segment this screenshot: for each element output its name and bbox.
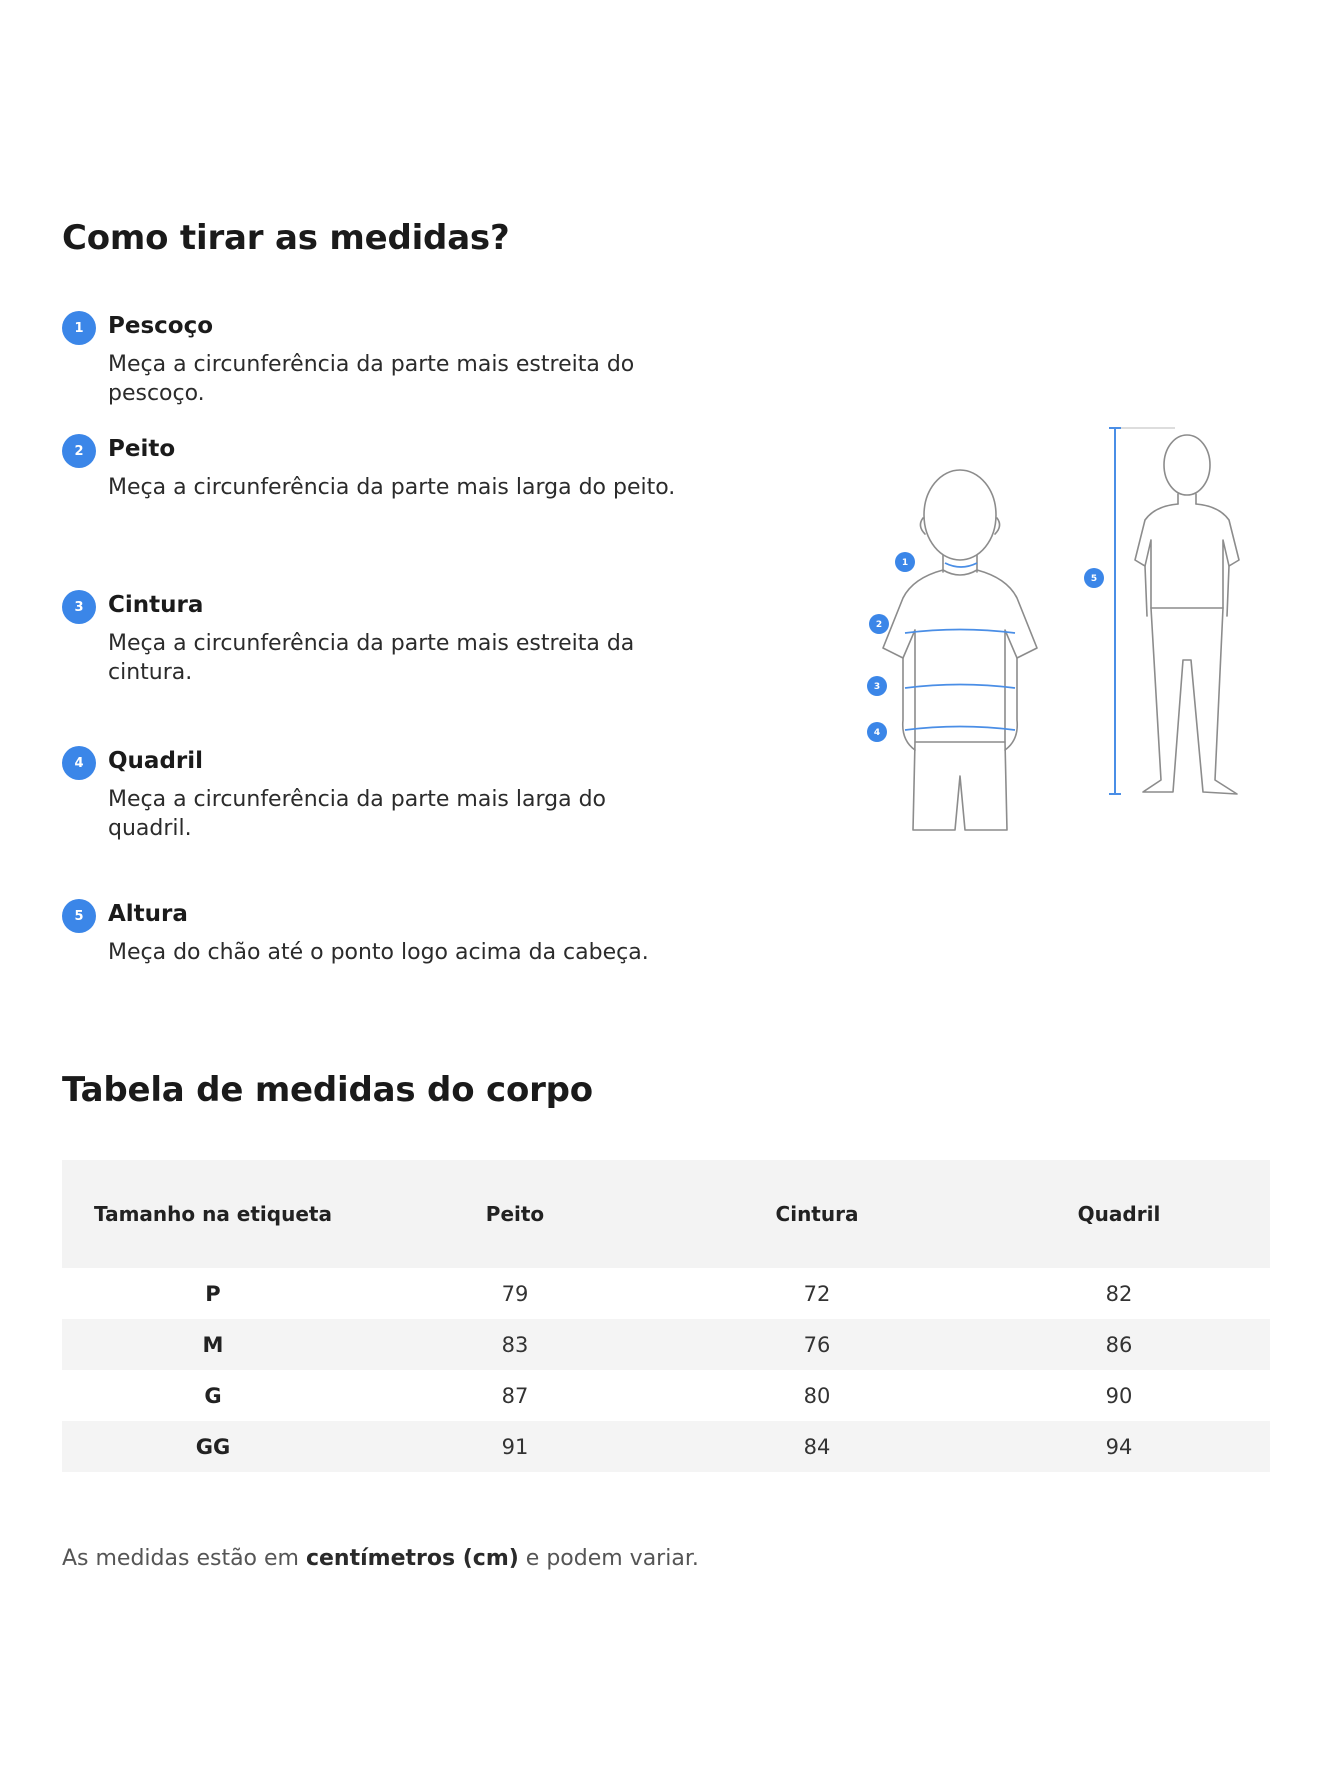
cell-size: G (204, 1383, 222, 1408)
side-legs-outline (1143, 608, 1237, 794)
hip-measure-line (905, 727, 1015, 731)
front-shirt-outline (883, 570, 1037, 742)
measurement-illustration (865, 420, 1275, 860)
header-hip: Quadril (1077, 1202, 1161, 1226)
size-table-header (62, 1160, 1270, 1268)
step-name: Quadril (108, 748, 204, 774)
size-table-body (62, 1268, 1270, 1472)
step-description: Meça a circunferência da parte mais estreita do pescoço. (108, 352, 635, 406)
marker-neck-label: 1 (901, 558, 909, 568)
step-number-badge: 1 (62, 311, 96, 345)
header-waist: Cintura (775, 1202, 859, 1226)
cell-size: M (202, 1332, 224, 1357)
size-table-title: Tabela de medidas do corpo (62, 1070, 593, 1110)
size-table (62, 1160, 1270, 1472)
cell-chest: 83 (501, 1332, 529, 1357)
cell-chest: 87 (501, 1383, 529, 1408)
cell-waist: 80 (803, 1383, 831, 1408)
waist-measure-line (905, 685, 1015, 689)
step-name: Altura (108, 901, 188, 927)
step-description: Meça a circunferência da parte mais estreita da cintura. (108, 631, 635, 685)
front-head-outline (924, 470, 996, 560)
header-size-label: Tamanho na etiqueta (94, 1202, 332, 1226)
step-name: Pescoço (108, 313, 214, 339)
cell-hip: 94 (1105, 1434, 1133, 1459)
cell-hip: 90 (1105, 1383, 1133, 1408)
header-chest: Peito (485, 1202, 545, 1226)
marker-hip-label: 4 (873, 728, 881, 738)
step-number-badge: 3 (62, 590, 96, 624)
front-ears-outline (920, 518, 999, 534)
note-unit: centímetros (cm) (305, 1546, 519, 1571)
step-description: Meça a circunferência da parte mais larga do quadril. (108, 787, 606, 841)
side-shirt-outline (1135, 504, 1239, 608)
table-row (62, 1268, 1270, 1319)
table-row (62, 1370, 1270, 1421)
front-collar-outline (943, 570, 977, 575)
step-name: Cintura (108, 592, 204, 618)
front-measure-lines (905, 563, 1015, 730)
cell-hip: 82 (1105, 1281, 1133, 1306)
table-row (62, 1421, 1270, 1472)
step-number-badge: 5 (62, 899, 96, 933)
step-number-badge: 4 (62, 746, 96, 780)
cell-waist: 72 (803, 1281, 831, 1306)
side-head-outline (1164, 435, 1210, 495)
height-measure-line (1109, 428, 1175, 794)
marker-height-label: 5 (1090, 574, 1098, 584)
marker-waist-label: 3 (873, 682, 881, 692)
step-name: Peito (108, 436, 176, 462)
body-figures-svg (865, 420, 1275, 860)
cell-hip: 86 (1105, 1332, 1133, 1357)
note-suffix: e podem variar. (518, 1546, 699, 1571)
front-shorts-outline (913, 742, 1007, 830)
step-description: Meça do chão até o ponto logo acima da cabeça. (108, 940, 649, 965)
cell-chest: 91 (501, 1434, 529, 1459)
note-prefix: As medidas estão em (62, 1546, 306, 1571)
cell-waist: 84 (803, 1434, 831, 1459)
cell-size: GG (195, 1434, 231, 1459)
cell-waist: 76 (803, 1332, 831, 1357)
cell-chest: 79 (501, 1281, 529, 1306)
guide-title: Como tirar as medidas? (62, 218, 510, 258)
marker-chest-label: 2 (875, 620, 883, 630)
table-row (62, 1319, 1270, 1370)
neck-measure-line (945, 563, 977, 567)
step-description: Meça a circunferência da parte mais larga do peito. (108, 475, 676, 500)
chest-measure-line (905, 630, 1015, 634)
front-arms-outline (903, 658, 1018, 750)
step-number-badge: 2 (62, 434, 96, 468)
cell-size: P (205, 1281, 221, 1306)
measurement-note (62, 1546, 699, 1571)
